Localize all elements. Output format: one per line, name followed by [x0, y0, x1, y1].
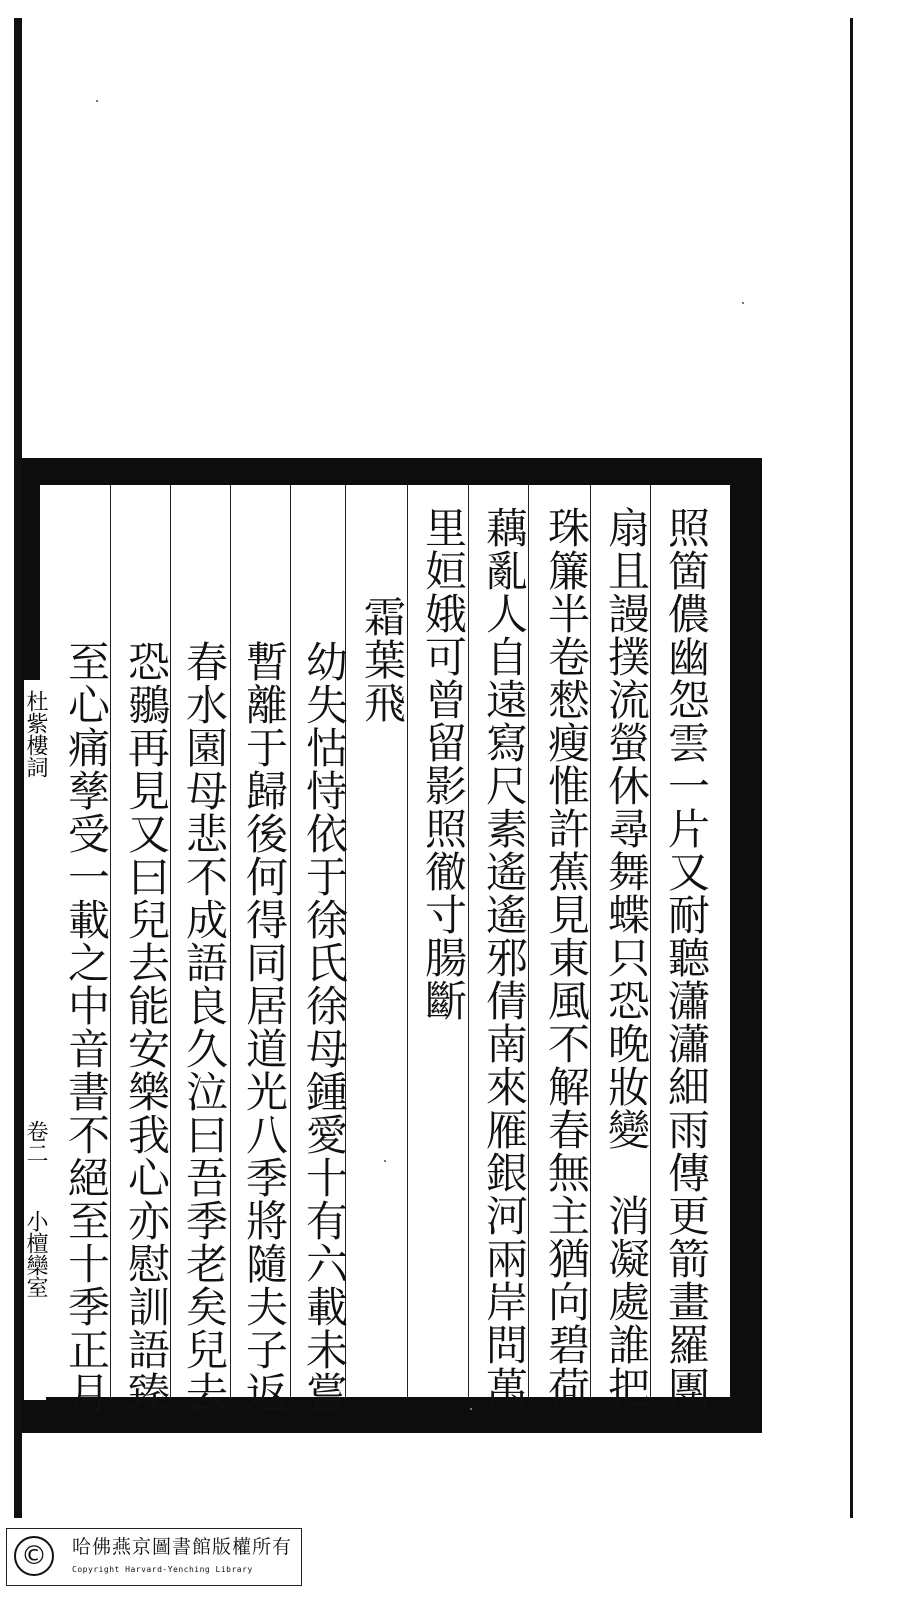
copyright-symbol-icon: ©	[14, 1536, 54, 1576]
spine-studio-name: 小檀欒室	[23, 1210, 48, 1298]
preface-column-5: 至心痛孳受一載之中音書不絕至十季正月	[62, 640, 111, 1414]
scan-speck	[470, 1408, 472, 1410]
copyright-chinese: 哈佛燕京圖書館版權所有	[72, 1536, 293, 1558]
preface-column-1: 幼失怙恃依于徐氏徐母鍾愛十有六載未嘗	[300, 640, 349, 1414]
scan-speck	[742, 302, 744, 304]
preface-column-3: 春水園母悲不成語良久泣曰吾季老矣兒去	[180, 640, 229, 1414]
scan-speck	[384, 1160, 386, 1162]
text-column-5: 里姮娥可曾留影照徹寸腸斷	[419, 506, 468, 1022]
text-column-3: 珠簾半卷憖瘦惟許蕉見東風不解春無主猶向碧荷	[542, 506, 591, 1409]
poem-title: 霜葉飛	[358, 595, 407, 724]
text-column-4: 藕亂人自遠寫尺素遙遙邪倩南來雁銀河兩岸問萬	[480, 506, 529, 1409]
column-rule	[230, 485, 231, 1397]
copyright-english: Copyright Harvard-Yenching Library	[72, 1565, 253, 1574]
text-column-2: 扇且謾撲流螢休尋舞蝶只恐晚妝變 消凝處誰把	[602, 506, 651, 1409]
spine-book-title: 杜紫樓詞	[23, 690, 48, 778]
right-page-edge	[850, 18, 853, 1518]
scan-speck	[96, 100, 98, 102]
left-binding-edge	[14, 18, 22, 1518]
text-column-1: 照箇儂幽怨雲一片又耐聽瀟瀟細雨傳更箭畫羅團	[662, 506, 711, 1409]
preface-column-2: 暫離于歸後何得同居道光八季將隨夫子返	[240, 640, 289, 1414]
column-rule	[290, 485, 291, 1397]
spine-volume: 卷二	[23, 1120, 48, 1164]
preface-column-4: 恐鶸再見又曰兒去能安樂我心亦慰訓語臻	[122, 640, 171, 1414]
